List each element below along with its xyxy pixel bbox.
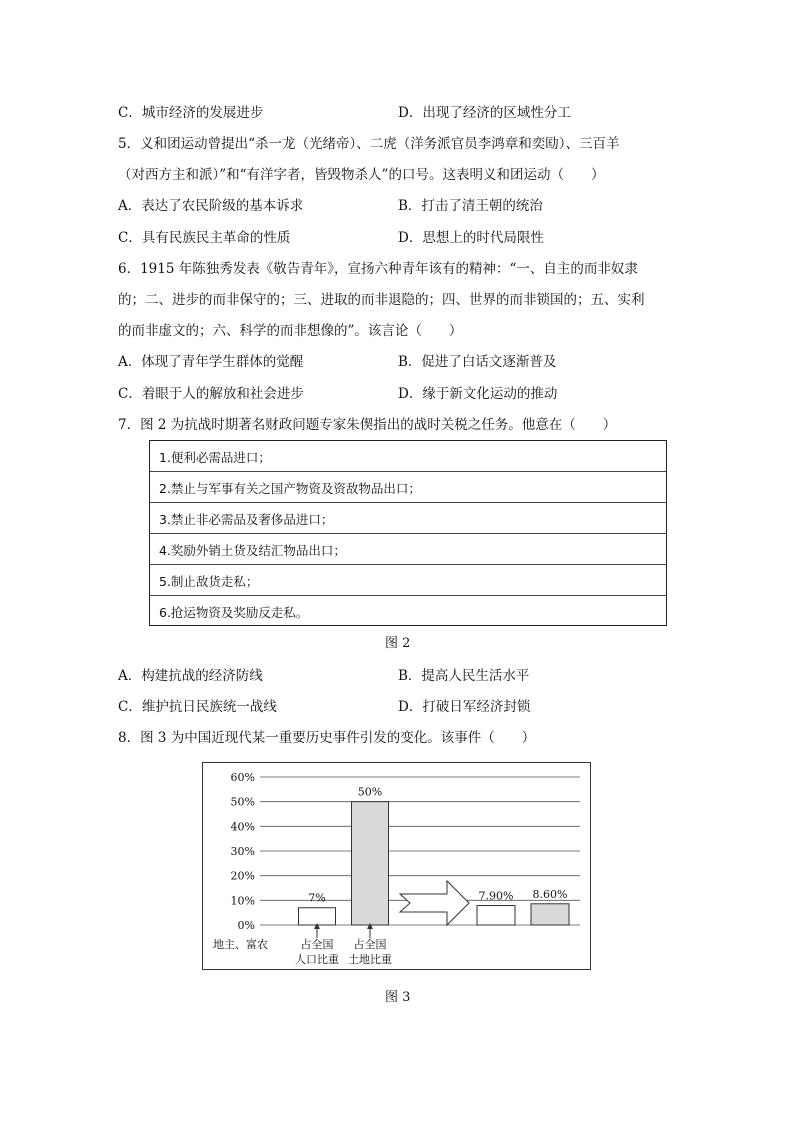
q6-stem-line-1: 6．1915 年陈独秀发表《敬告青年》，宣扬六种青年该有的精神：“一、自主的而非奴隶 — [118, 261, 638, 277]
q5-option-b: B．打击了清王朝的统治 — [398, 198, 543, 214]
q7-option-a: A．构建抗战的经济防线 — [118, 668, 263, 684]
figure-2-caption: 图 2 — [385, 636, 411, 651]
q5-option-d: D．思想上的时代局限性 — [398, 230, 544, 246]
data-label: 7.90% — [478, 889, 514, 903]
y-tick-label: 20% — [230, 869, 255, 883]
q6-stem-line-2: 的；二、进步的而非保守的；三、进取的而非退隐的；四、世界的而非锁国的；五、实利 — [118, 292, 645, 308]
data-label: 50% — [357, 785, 383, 799]
table-divider — [150, 471, 666, 472]
tariff-task-item: 4.奖励外销土货及结汇物品出口； — [159, 543, 346, 558]
q6-option-c: C．着眼于人的解放和社会进步 — [118, 386, 304, 402]
figure-3-chart — [202, 762, 591, 970]
table-divider — [150, 502, 666, 503]
q7-option-c: C．维护抗日民族统一战线 — [118, 699, 277, 715]
transition-arrow-icon — [400, 881, 469, 925]
data-label: 8.60% — [532, 887, 568, 901]
q6-stem-line-3: 的而非虚文的；六、科学的而非想像的”。该言论（ ） — [118, 323, 463, 339]
q7-stem: 7．图 2 为抗战时期著名财政问题专家朱偰指出的战时关税之任务。他意在（ ） — [118, 417, 617, 433]
table-divider — [150, 595, 666, 596]
q7-option-b: B．提高人民生活水平 — [398, 668, 530, 684]
q4-option-c: C．城市经济的发展进步 — [118, 105, 264, 121]
tariff-task-item: 2.禁止与军事有关之国产物资及资敌物品出口； — [159, 481, 421, 496]
figure-3-caption: 图 3 — [385, 990, 411, 1005]
bar-before-population — [299, 908, 336, 925]
category-label-population-1: 占全国 — [300, 938, 334, 951]
category-label-land-2: 土地比重 — [348, 953, 392, 966]
table-divider — [150, 533, 666, 534]
table-divider — [150, 564, 666, 565]
tariff-task-item: 1.便利必需品进口； — [159, 450, 271, 465]
figure-2-table — [149, 440, 667, 626]
tariff-task-item: 3.禁止非必需品及奢侈品进口； — [159, 512, 334, 527]
category-label-population-2: 人口比重 — [295, 953, 339, 966]
q5-stem-line-1: 5．义和团运动曾提出“杀一龙（光绪帝）、二虎（洋务派官员李鸿章和奕劻）、三百羊 — [118, 136, 620, 152]
q6-option-a: A．体现了青年学生群体的觉醒 — [118, 354, 304, 370]
bar-before-land — [352, 802, 389, 925]
y-tick-label: 10% — [230, 894, 255, 908]
q5-stem-line-2: （对西方主和派）”和“有洋字者，皆毁物杀人”的口号。这表明义和团运动（ ） — [118, 167, 605, 183]
q8-stem: 8．图 3 为中国近现代某一重要历史事件引发的变化。该事件（ ） — [118, 730, 536, 746]
y-tick-label: 60% — [230, 771, 255, 784]
y-tick-label: 50% — [230, 795, 255, 809]
tariff-task-item: 6.抢运物资及奖励反走私。 — [159, 605, 309, 620]
tariff-task-item: 5.制止敌货走私； — [159, 574, 259, 589]
chart-canvas — [203, 763, 590, 969]
category-label-land-1: 占全国 — [353, 938, 387, 951]
bar-after-population — [477, 906, 515, 925]
q7-option-d: D．打破日军经济封锁 — [398, 699, 531, 715]
y-tick-label: 30% — [230, 845, 255, 858]
q6-option-b: B．促进了白话文逐渐普及 — [398, 354, 557, 370]
q5-option-a: A．表达了农民阶级的基本诉求 — [118, 198, 304, 214]
group-label: 地主、富农 — [213, 938, 268, 951]
data-label: 7% — [308, 891, 326, 905]
y-tick-label: 40% — [230, 820, 255, 834]
q6-option-d: D．缘于新文化运动的推动 — [398, 386, 558, 402]
q4-option-d: D．出现了经济的区域性分工 — [398, 105, 571, 121]
y-tick-label: 0% — [237, 919, 255, 932]
q5-option-c: C．具有民族民主革命的性质 — [118, 230, 291, 246]
bar-after-land — [531, 904, 569, 925]
